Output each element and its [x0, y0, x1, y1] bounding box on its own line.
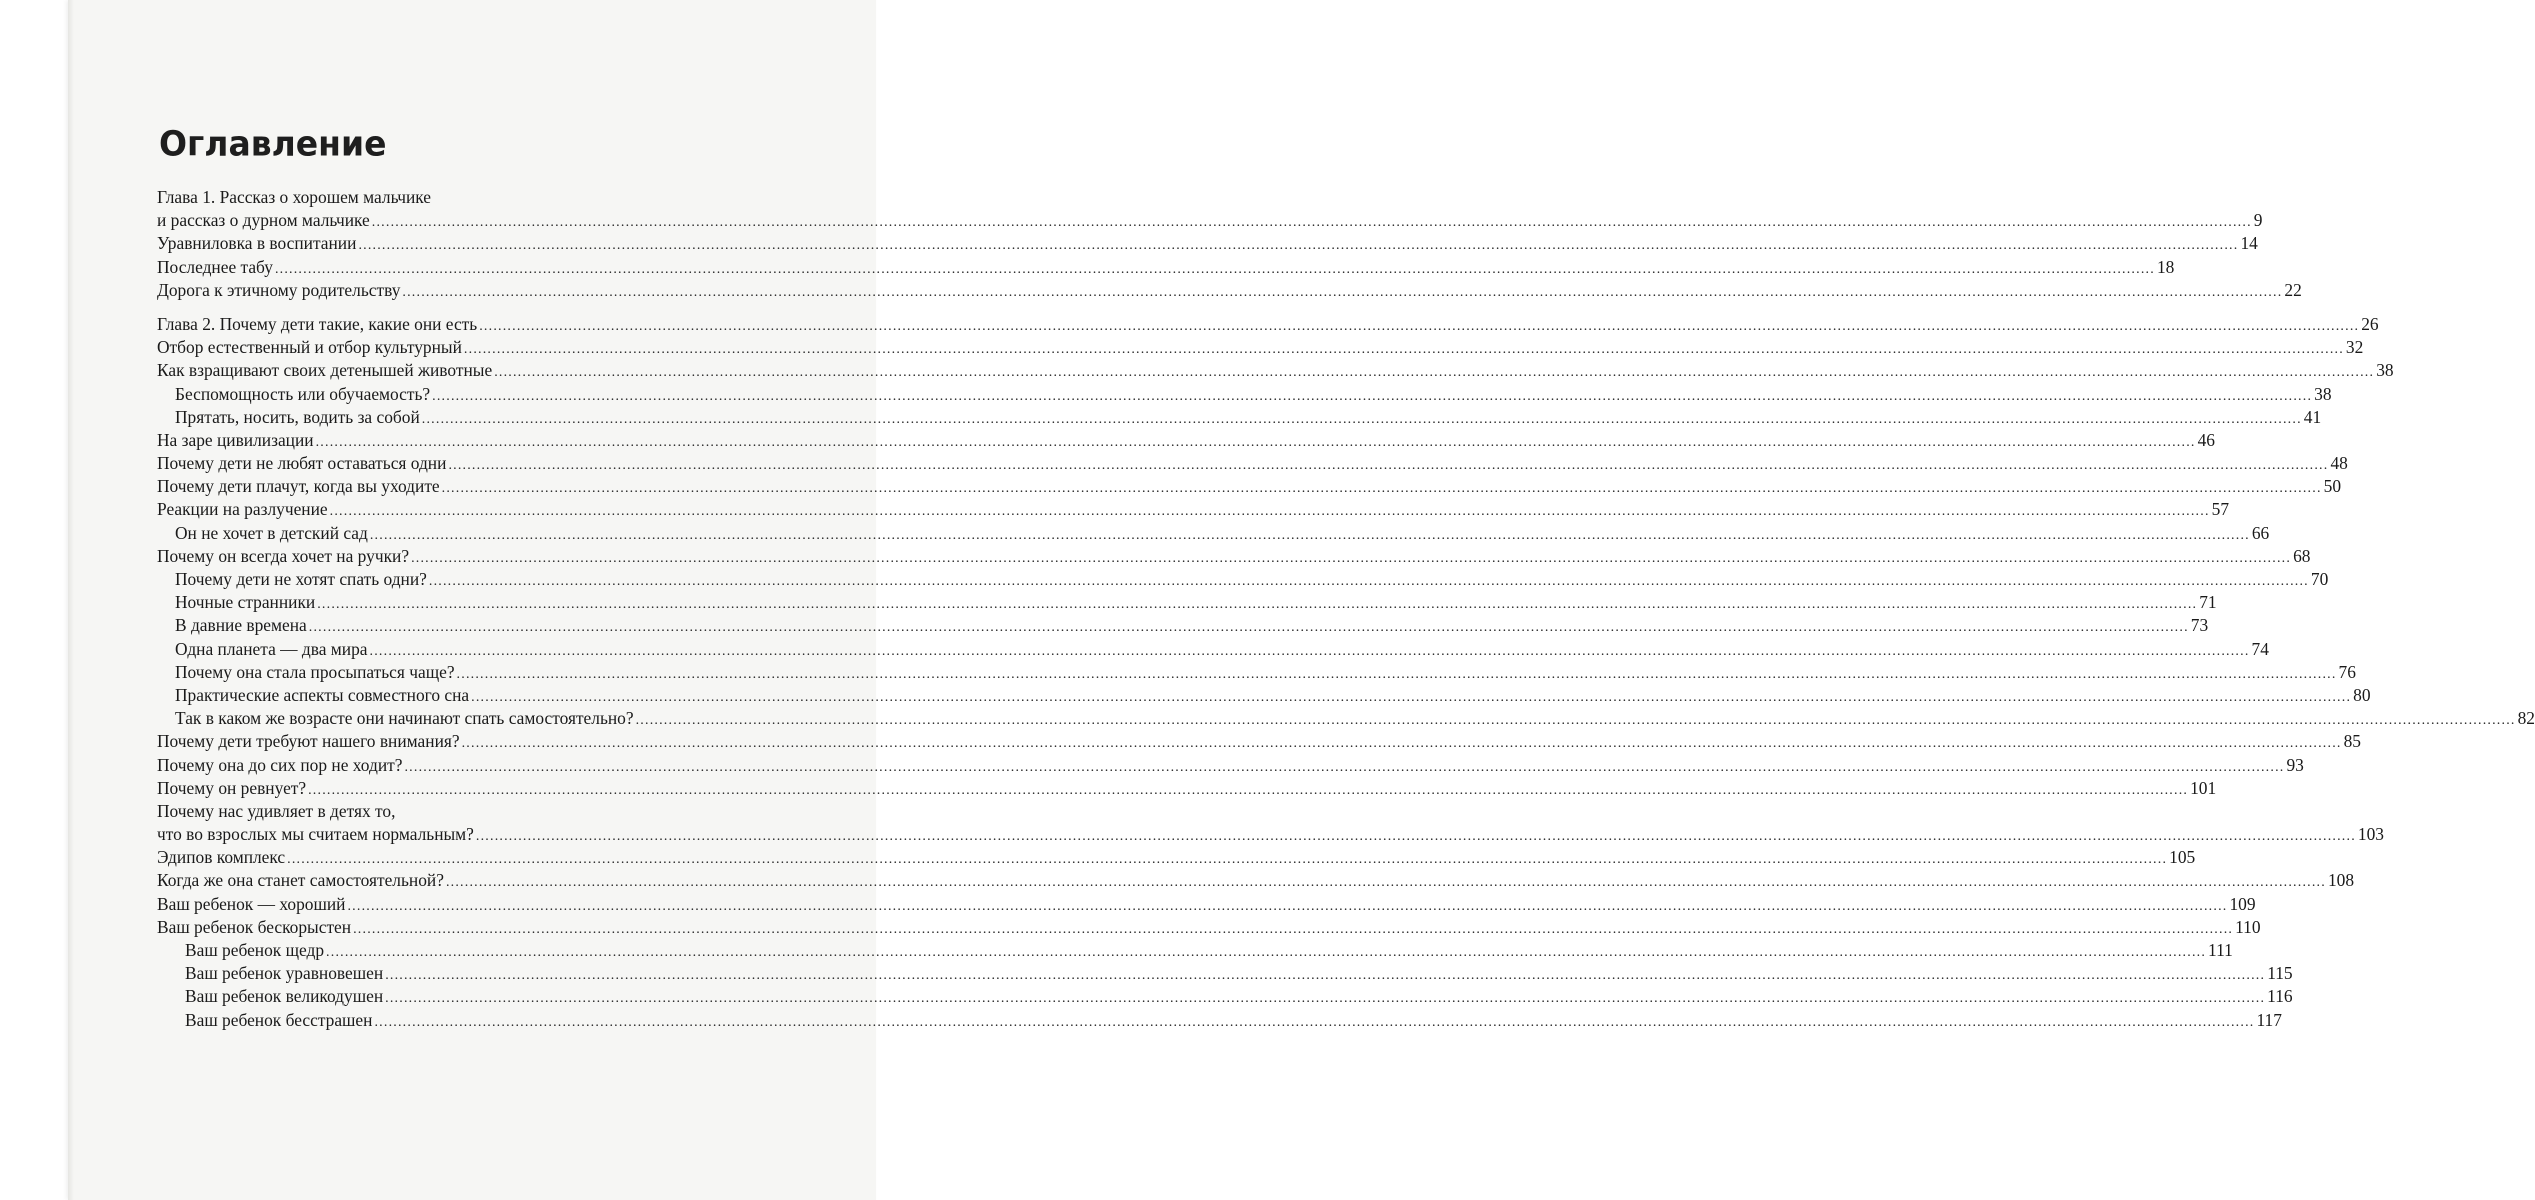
toc-entry — [157, 359, 2394, 382]
toc-entry-line — [175, 568, 2329, 593]
dot-leader: ................................................................................................................................................................................................................................................................................................................................................................................................................ — [402, 284, 2283, 300]
toc-entry-line — [175, 638, 2269, 663]
dot-leader: ................................................................................................................................................................................................................................................................................................................................................................................................................ — [374, 1014, 2255, 1030]
toc-entry — [157, 256, 2175, 279]
toc-entry-line — [175, 383, 2332, 408]
dot-leader: ................................................................................................................................................................................................................................................................................................................................................................................................................ — [385, 991, 2266, 1007]
toc-page-number: 38 — [2314, 383, 2332, 404]
toc-page-number: 85 — [2343, 731, 2361, 752]
dot-leader: ................................................................................................................................................................................................................................................................................................................................................................................................................ — [445, 875, 2326, 891]
toc-entry — [157, 800, 2384, 846]
toc-entry — [157, 406, 2322, 429]
toc-page-number: 38 — [2376, 360, 2394, 381]
toc-page-number: 73 — [2190, 615, 2209, 636]
toc-page-number: 14 — [2240, 233, 2258, 254]
toc-entry — [157, 638, 2269, 661]
toc-entry-line — [157, 256, 2175, 281]
toc-page-number: 111 — [2208, 940, 2233, 961]
dot-leader: ................................................................................................................................................................................................................................................................................................................................................................................................................ — [475, 829, 2356, 845]
dot-leader: ................................................................................................................................................................................................................................................................................................................................................................................................................ — [369, 643, 2250, 659]
toc-entry-line — [157, 754, 2304, 779]
toc-entry — [157, 568, 2329, 591]
toc-entry-title: Беспомощность или обучаемость? — [175, 383, 432, 406]
toc-entry-line — [157, 209, 2263, 234]
toc-entry-title: Почему он всегда хочет на ручки? — [157, 545, 411, 568]
toc-entry-line — [157, 916, 2261, 941]
toc-entry — [157, 232, 2258, 255]
toc-entry-line — [175, 591, 2217, 616]
toc-page-number: 82 — [2517, 708, 2535, 729]
toc-page-number: 109 — [2229, 893, 2256, 914]
toc-page-number: 70 — [2310, 569, 2329, 590]
toc-page-number: 76 — [2338, 661, 2356, 682]
dot-leader: ................................................................................................................................................................................................................................................................................................................................................................................................................ — [317, 597, 2198, 613]
toc-entry-line — [157, 893, 2256, 918]
toc-entry-title: Отбор естественный и отбор культурный — [157, 336, 464, 359]
dot-leader: ................................................................................................................................................................................................................................................................................................................................................................................................................ — [461, 736, 2342, 752]
dot-leader: ................................................................................................................................................................................................................................................................................................................................................................................................................ — [371, 215, 2252, 231]
dot-leader: ................................................................................................................................................................................................................................................................................................................................................................................................................ — [463, 342, 2344, 358]
toc-entry-title: Одна планета — два мира — [175, 638, 370, 661]
toc-page-number: 108 — [2327, 870, 2355, 891]
toc-entry-line — [157, 359, 2394, 384]
toc-entry-title: Эдипов комплекс — [157, 846, 287, 869]
toc-page-number: 71 — [2199, 592, 2217, 613]
toc-entry — [157, 684, 2371, 707]
toc-page-number: 32 — [2345, 337, 2364, 358]
toc-entry-line — [157, 475, 2342, 500]
toc-entry-line — [175, 522, 2270, 547]
toc-entry — [157, 429, 2215, 452]
toc-entry-title: Ваш ребенок уравновешен — [185, 962, 385, 985]
toc-entry — [157, 1009, 2282, 1032]
toc-chapter-entry — [157, 313, 2379, 336]
toc-entry — [157, 777, 2217, 800]
toc-page-number: 101 — [2190, 777, 2217, 798]
toc-entry-line — [157, 823, 2384, 848]
dot-leader: ................................................................................................................................................................................................................................................................................................................................................................................................................ — [448, 458, 2329, 474]
toc-entry-title: На заре цивилизации — [157, 429, 316, 452]
table-of-contents — [157, 186, 2535, 1032]
toc-page-number: 110 — [2235, 916, 2261, 937]
toc-entry — [157, 522, 2270, 545]
toc-entry-line — [185, 985, 2293, 1010]
dot-leader: ................................................................................................................................................................................................................................................................................................................................................................................................................ — [274, 261, 2155, 277]
toc-entry-title-line: Глава 1. Рассказ о хорошем мальчике — [157, 187, 431, 207]
toc-chapter-entry — [157, 186, 2263, 232]
dot-leader: ................................................................................................................................................................................................................................................................................................................................................................................................................ — [326, 945, 2207, 961]
toc-entry — [157, 383, 2332, 406]
toc-entry — [157, 962, 2293, 985]
toc-entry-line — [157, 846, 2196, 871]
toc-entry-line — [175, 707, 2535, 732]
toc-page-number: 93 — [2286, 754, 2304, 775]
toc-page-number: 74 — [2251, 638, 2269, 659]
toc-entry — [157, 545, 2311, 568]
dot-leader: ................................................................................................................................................................................................................................................................................................................................................................................................................ — [347, 898, 2228, 914]
toc-entry-title: Как взращивают своих детенышей животные — [157, 359, 494, 382]
page-edge — [68, 0, 74, 1200]
toc-entry-title: Ночные странники — [175, 591, 317, 614]
dot-leader: ................................................................................................................................................................................................................................................................................................................................................................................................................ — [479, 318, 2360, 334]
toc-entry-title: Прятать, носить, водить за собой — [175, 406, 422, 429]
toc-entry-line — [157, 545, 2311, 570]
book-page — [68, 0, 2535, 1200]
toc-entry-title: Почему она стала просыпаться чаще? — [175, 661, 457, 684]
toc-entry-line — [175, 661, 2356, 686]
toc-entry — [157, 614, 2209, 637]
toc-entry-title: Практические аспекты совместного сна — [175, 684, 471, 707]
dot-leader: ................................................................................................................................................................................................................................................................................................................................................................................................................ — [308, 782, 2189, 798]
toc-page-number: 41 — [2303, 406, 2322, 427]
dot-leader: ................................................................................................................................................................................................................................................................................................................................................................................................................ — [353, 921, 2234, 937]
toc-entry-line — [157, 869, 2355, 894]
toc-entry — [157, 939, 2233, 962]
toc-entry — [157, 336, 2364, 359]
toc-entry-line — [157, 313, 2379, 338]
dot-leader: ................................................................................................................................................................................................................................................................................................................................................................................................................ — [471, 689, 2352, 705]
toc-entry-line — [157, 498, 2230, 523]
dot-leader: ................................................................................................................................................................................................................................................................................................................................................................................................................ — [441, 481, 2322, 497]
toc-entry-title: Последнее табу — [157, 256, 275, 279]
toc-page-number: 66 — [2251, 522, 2270, 543]
toc-entry-line — [157, 452, 2348, 477]
dot-leader: ................................................................................................................................................................................................................................................................................................................................................................................................................ — [494, 365, 2375, 381]
toc-entry-title: Дорога к этичному родительству — [157, 279, 402, 302]
dot-leader: ................................................................................................................................................................................................................................................................................................................................................................................................................ — [411, 550, 2292, 566]
toc-entry-title: Почему дети не любят оставаться одни — [157, 452, 448, 475]
toc-entry — [157, 661, 2356, 684]
toc-entry — [157, 498, 2230, 521]
toc-entry — [157, 893, 2256, 916]
toc-entry — [157, 730, 2361, 753]
toc-entry-title: Ваш ребенок великодушен — [185, 985, 385, 1008]
toc-entry-line — [185, 1009, 2282, 1034]
toc-entry — [157, 846, 2196, 869]
toc-page-number: 68 — [2293, 545, 2311, 566]
toc-entry-line — [157, 279, 2302, 304]
toc-entry-line — [175, 614, 2209, 639]
toc-entry — [157, 869, 2355, 892]
toc-entry-line — [157, 336, 2364, 361]
dot-leader: ................................................................................................................................................................................................................................................................................................................................................................................................................ — [404, 759, 2285, 775]
toc-page-number: 80 — [2353, 684, 2371, 705]
toc-page-number: 116 — [2267, 986, 2293, 1007]
dot-leader: ................................................................................................................................................................................................................................................................................................................................................................................................................ — [385, 968, 2266, 984]
toc-entry — [157, 452, 2348, 475]
toc-entry — [157, 985, 2293, 1008]
toc-entry — [157, 475, 2342, 498]
toc-entry-line — [157, 429, 2215, 454]
dot-leader: ................................................................................................................................................................................................................................................................................................................................................................................................................ — [287, 852, 2168, 868]
toc-entry-line — [157, 777, 2217, 802]
toc-entry-title: Ваш ребенок бесстрашен — [185, 1009, 374, 1032]
toc-entry-title: Почему он ревнует? — [157, 777, 308, 800]
toc-entry-title: Уравниловка в воспитании — [157, 232, 358, 255]
toc-page-number: 115 — [2267, 963, 2293, 984]
toc-entry-title: Реакции на разлучение — [157, 498, 330, 521]
toc-entry-title: Почему дети плачут, когда вы уходите — [157, 475, 442, 498]
toc-page-number: 48 — [2330, 453, 2348, 474]
toc-entry-title: В давние времена — [175, 614, 309, 637]
dot-leader: ................................................................................................................................................................................................................................................................................................................................................................................................................ — [358, 238, 2239, 254]
toc-entry-title: и рассказ о дурном мальчике — [157, 209, 372, 232]
dot-leader: ................................................................................................................................................................................................................................................................................................................................................................................................................ — [432, 388, 2313, 404]
toc-page-number: 50 — [2323, 476, 2342, 497]
toc-page-number: 103 — [2357, 824, 2384, 845]
toc-entry-line — [185, 939, 2233, 964]
toc-entry-title: Ваш ребенок щедр — [185, 939, 326, 962]
toc-entry-line — [175, 684, 2371, 709]
dot-leader: ................................................................................................................................................................................................................................................................................................................................................................................................................ — [308, 620, 2189, 636]
dot-leader: ................................................................................................................................................................................................................................................................................................................................................................................................................ — [369, 527, 2250, 543]
toc-entry-line — [157, 730, 2361, 755]
dot-leader: ................................................................................................................................................................................................................................................................................................................................................................................................................ — [428, 574, 2309, 590]
toc-entry-line — [157, 232, 2258, 257]
toc-entry — [157, 754, 2304, 777]
dot-leader: ................................................................................................................................................................................................................................................................................................................................................................................................................ — [315, 434, 2196, 450]
toc-entry — [157, 279, 2302, 302]
dot-leader: ................................................................................................................................................................................................................................................................................................................................................................................................................ — [635, 713, 2516, 729]
toc-entry-title: Почему дети требуют нашего внимания? — [157, 730, 462, 753]
toc-entry-title: Почему дети не хотят спать одни? — [175, 568, 429, 591]
toc-page-number: 57 — [2211, 499, 2230, 520]
dot-leader: ................................................................................................................................................................................................................................................................................................................................................................................................................ — [329, 504, 2210, 520]
toc-entry-title-line: Почему нас удивляет в детях то, — [157, 800, 396, 821]
toc-entry — [157, 707, 2535, 730]
toc-entry-title: Так в каком же возрасте они начинают спать самостоятельно? — [175, 707, 636, 730]
toc-page-number: 9 — [2253, 210, 2263, 231]
toc-page-number: 117 — [2256, 1009, 2282, 1030]
toc-entry-title: Глава 2. Почему дети такие, какие они есть — [157, 313, 479, 336]
toc-entry-line — [175, 406, 2322, 431]
toc-entry — [157, 916, 2261, 939]
toc-entry-title: что во взрослых мы считаем нормальным? — [157, 823, 476, 846]
toc-entry-title: Почему она до сих пор не ходит? — [157, 754, 404, 777]
toc-page-number: 22 — [2284, 279, 2302, 300]
toc-entry-line — [185, 962, 2293, 987]
toc-entry — [157, 591, 2217, 614]
page-title: Оглавление — [159, 123, 387, 164]
toc-page-number: 26 — [2361, 313, 2379, 334]
toc-entry-title: Ваш ребенок — хороший — [157, 893, 347, 916]
toc-page-number: 46 — [2197, 429, 2215, 450]
toc-page-number: 18 — [2156, 256, 2175, 277]
toc-entry-title: Когда же она станет самостоятельной? — [157, 869, 446, 892]
dot-leader: ................................................................................................................................................................................................................................................................................................................................................................................................................ — [456, 666, 2337, 682]
dot-leader: ................................................................................................................................................................................................................................................................................................................................................................................................................ — [421, 411, 2302, 427]
toc-entry-title: Ваш ребенок бескорыстен — [157, 916, 353, 939]
toc-page-number: 105 — [2169, 847, 2196, 868]
toc-entry-title: Он не хочет в детский сад — [175, 522, 370, 545]
